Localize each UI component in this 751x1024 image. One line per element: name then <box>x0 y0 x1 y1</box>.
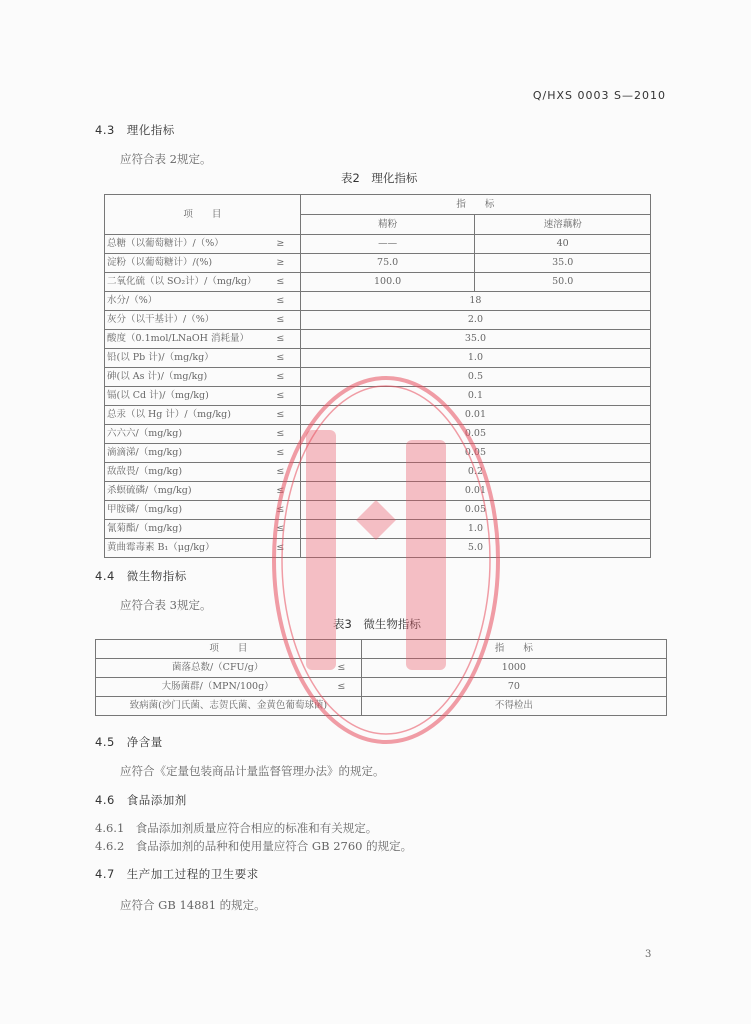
row-value: 1.0 <box>300 520 650 539</box>
row-name: 砷(以 As 计)/（mg/kg) <box>105 368 277 387</box>
table3-header-index: 指 标 <box>361 640 666 659</box>
row-name: 敌敌畏/（mg/kg) <box>105 463 277 482</box>
row-value: 0.05 <box>300 425 650 444</box>
row-value: 0.5 <box>300 368 650 387</box>
row-name: 杀螟硫磷/（mg/kg) <box>105 482 277 501</box>
table-row <box>105 425 651 444</box>
table-row <box>96 659 667 678</box>
row-symbol: ≤ <box>276 311 300 330</box>
row-value: 0.01 <box>300 406 650 425</box>
table2-header-index: 指 标 <box>300 195 650 215</box>
row-symbol: ≥ <box>276 235 300 254</box>
row-name: 灰分（以干基计）/（%） <box>105 311 277 330</box>
section-4-7-heading: 4.7 生产加工过程的卫生要求 <box>95 867 259 881</box>
row-name: 黄曲霉毒素 B₁（μg/kg） <box>105 539 277 558</box>
table-3-microbiological <box>95 639 667 716</box>
table3-header-item: 项 目 <box>96 640 362 659</box>
table-row <box>105 539 651 558</box>
row-value: 2.0 <box>300 311 650 330</box>
row-symbol: ≤ <box>276 425 300 444</box>
row-value-fine: 100.0 <box>300 273 475 292</box>
table-row <box>105 520 651 539</box>
section-4-6-2-text: 4.6.2 食品添加剂的品种和使用量应符合 GB 2760 的规定。 <box>95 839 413 853</box>
table2-header-fine-powder: 精粉 <box>300 215 475 235</box>
table-row <box>105 482 651 501</box>
row-value-fine: —— <box>300 235 475 254</box>
row-symbol: ≤ <box>337 678 361 697</box>
table-row <box>105 349 651 368</box>
table-row <box>105 330 651 349</box>
row-value-instant: 50.0 <box>475 273 651 292</box>
row-value-fine: 75.0 <box>300 254 475 273</box>
section-4-7-text: 应符合 GB 14881 的规定。 <box>120 898 266 912</box>
row-name: 铅(以 Pb 计)/（mg/kg） <box>105 349 277 368</box>
row-symbol: ≤ <box>276 292 300 311</box>
row-value: 0.01 <box>300 482 650 501</box>
row-symbol: ≤ <box>276 444 300 463</box>
row-name: 氰菊酯/（mg/kg) <box>105 520 277 539</box>
table2-caption: 表2 理化指标 <box>341 171 418 185</box>
row-value: 0.05 <box>300 444 650 463</box>
section-4-4-heading: 4.4 微生物指标 <box>95 569 187 583</box>
section-4-4-text: 应符合表 3规定。 <box>120 598 212 612</box>
section-4-3-text: 应符合表 2规定。 <box>120 152 212 166</box>
table-row <box>105 273 651 292</box>
row-name: 总糖（以葡萄糖计）/（%） <box>105 235 277 254</box>
row-name: 致病菌(沙门氏菌、志贺氏菌、金黄色葡萄球菌) <box>96 697 362 716</box>
row-value-instant: 40 <box>475 235 651 254</box>
row-value: 70 <box>361 678 666 697</box>
table-row <box>96 697 667 716</box>
row-symbol: ≤ <box>276 482 300 501</box>
row-value: 不得检出 <box>361 697 666 716</box>
row-value: 1.0 <box>300 349 650 368</box>
table-row <box>105 463 651 482</box>
section-4-6-1-text: 4.6.1 食品添加剂质量应符合相应的标准和有关规定。 <box>95 821 378 835</box>
table-row <box>105 292 651 311</box>
row-symbol: ≤ <box>276 520 300 539</box>
table-row <box>105 368 651 387</box>
section-4-6-heading: 4.6 食品添加剂 <box>95 793 187 807</box>
row-value: 5.0 <box>300 539 650 558</box>
row-name: 总汞（以 Hg 计）/（mg/kg) <box>105 406 277 425</box>
row-value: 0.1 <box>300 387 650 406</box>
row-name: 酸度（0.1mol/LNaOH 消耗量） <box>105 330 277 349</box>
row-value: 1000 <box>361 659 666 678</box>
row-symbol: ≤ <box>276 406 300 425</box>
row-value-instant: 35.0 <box>475 254 651 273</box>
table-row <box>105 235 651 254</box>
row-name: 淀粉（以葡萄糖计）/(%) <box>105 254 277 273</box>
row-symbol: ≤ <box>276 273 300 292</box>
table-row <box>105 444 651 463</box>
table-row <box>105 311 651 330</box>
section-4-5-heading: 4.5 净含量 <box>95 735 163 749</box>
row-name: 镉(以 Cd 计)/（mg/kg) <box>105 387 277 406</box>
row-symbol: ≤ <box>276 463 300 482</box>
row-name: 六六六/（mg/kg) <box>105 425 277 444</box>
row-symbol: ≤ <box>276 330 300 349</box>
table3-caption: 表3 微生物指标 <box>333 617 421 631</box>
table-row <box>105 406 651 425</box>
table-2-physicochemical <box>104 194 651 558</box>
row-symbol: ≤ <box>276 539 300 558</box>
row-name: 水分/（%） <box>105 292 277 311</box>
row-value: 0.05 <box>300 501 650 520</box>
row-value: 35.0 <box>300 330 650 349</box>
row-symbol: ≤ <box>337 659 361 678</box>
section-4-3-heading: 4.3 理化指标 <box>95 123 175 137</box>
table-row <box>105 501 651 520</box>
table2-header-instant-powder: 速溶藕粉 <box>475 215 651 235</box>
row-symbol: ≤ <box>276 387 300 406</box>
document-header: Q/HXS 0003 S—2010 <box>532 89 666 102</box>
row-name: 二氧化硫（以 SO₂计）/（mg/kg） <box>105 273 277 292</box>
row-symbol: ≤ <box>276 501 300 520</box>
table-row <box>96 678 667 697</box>
row-value: 0.2 <box>300 463 650 482</box>
row-symbol: ≤ <box>276 368 300 387</box>
page-number: 3 <box>645 949 652 960</box>
table-row <box>105 387 651 406</box>
row-name: 滴滴涕/（mg/kg) <box>105 444 277 463</box>
table2-header-item: 项 目 <box>105 195 301 235</box>
row-name: 甲胺磷/（mg/kg) <box>105 501 277 520</box>
row-name: 大肠菌群/（MPN/100g） <box>96 678 338 697</box>
row-symbol: ≤ <box>276 349 300 368</box>
row-symbol: ≥ <box>276 254 300 273</box>
row-name: 菌落总数/（CFU/g） <box>96 659 338 678</box>
section-4-5-text: 应符合《定量包装商品计量监督管理办法》的规定。 <box>120 764 385 778</box>
table-row <box>105 254 651 273</box>
row-value: 18 <box>300 292 650 311</box>
